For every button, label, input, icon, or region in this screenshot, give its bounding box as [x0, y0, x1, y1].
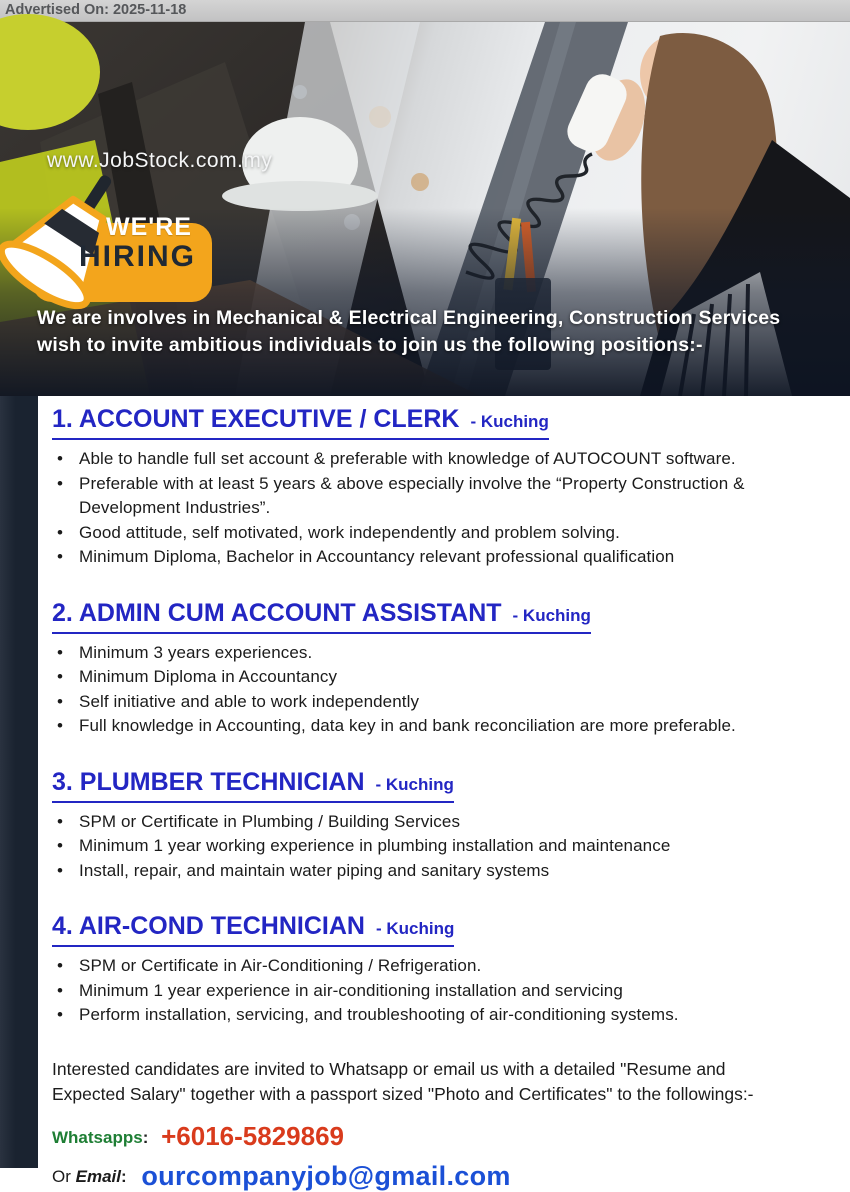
job-requirement: • Perform installation, servicing, and troubleshooting of air-conditioning systems.	[52, 1003, 816, 1028]
badge-text-hiring: HIRING	[79, 240, 196, 273]
job-title-text: 4. AIR-COND TECHNICIAN	[52, 912, 365, 940]
whatsapp-colon: :	[142, 1127, 149, 1147]
job-requirement: • Minimum 1 year working experience in plumbing installation and maintenance	[52, 834, 816, 859]
job-requirement: • Minimum 1 year experience in air-conditioning installation and servicing	[52, 979, 816, 1004]
job-requirement: • Install, repair, and maintain water piping and sanitary systems	[52, 859, 816, 884]
email-address: ourcompanyjob@gmail.com	[141, 1160, 511, 1191]
job-location: - Kuching	[512, 605, 591, 625]
whatsapp-number: +6016-5829869	[161, 1120, 344, 1151]
job-requirements-list	[52, 810, 816, 884]
job-requirements-list	[52, 641, 816, 739]
email-prefix: Or	[52, 1166, 71, 1186]
job-section-2	[52, 599, 816, 739]
job-requirement: • SPM or Certificate in Air-Conditioning / Refrigeration.	[52, 954, 816, 979]
job-location: - Kuching	[375, 774, 454, 794]
advertised-on-bar	[0, 0, 850, 22]
email-contact-line	[52, 1161, 816, 1192]
job-requirement: • Good attitude, self motivated, work independently and problem solving.	[52, 521, 816, 546]
job-title-text: 1. ACCOUNT EXECUTIVE / CLERK	[52, 405, 460, 433]
email-label: Email	[75, 1166, 121, 1186]
job-title-1	[52, 405, 816, 440]
job-requirement: • Full knowledge in Accounting, data key in and bank reconciliation are more preferable.	[52, 714, 816, 739]
closing-line-1: Interested candidates are invited to Whatsapp or email us with a detailed "Resume and	[52, 1058, 726, 1079]
job-section-1	[52, 405, 816, 570]
were-hiring-badge	[6, 170, 238, 312]
application-instructions	[52, 1057, 816, 1108]
intro-line-2: wish to invite ambitious individuals to join us the following positions:-	[37, 334, 703, 356]
job-title-text: 2. ADMIN CUM ACCOUNT ASSISTANT	[52, 598, 502, 627]
job-title-3	[52, 768, 816, 803]
job-title-2	[52, 599, 816, 634]
job-location: - Kuching	[375, 919, 455, 938]
intro-text	[37, 305, 780, 359]
advertised-on-text: Advertised On: 2025-11-18	[5, 2, 187, 18]
job-section-3	[52, 768, 816, 884]
job-requirement: • Minimum 3 years experiences.	[52, 641, 816, 666]
job-requirement: • Able to handle full set account & preferable with knowledge of AUTOCOUNT software.	[52, 447, 816, 472]
intro-line-1: We are involves in Mechanical & Electrical Engineering, Construction Services	[37, 307, 781, 329]
job-requirement: • SPM or Certificate in Plumbing / Building Services	[52, 810, 816, 835]
job-title-text: 3. PLUMBER TECHNICIAN	[52, 767, 365, 796]
job-section-4	[52, 912, 816, 1028]
job-location: - Kuching	[470, 412, 549, 431]
whatsapp-label: Whatsapps	[52, 1127, 143, 1147]
whatsapp-contact-line	[52, 1121, 816, 1152]
email-colon: :	[120, 1166, 127, 1186]
closing-line-2: Expected Salary" together with a passport sized "Photo and Certificates" to the followings:-	[52, 1084, 754, 1104]
badge-text-were: WE'RE	[106, 213, 192, 241]
hero-photo	[0, 22, 850, 396]
job-requirements-list	[52, 447, 816, 570]
job-listings	[38, 396, 850, 1191]
job-title-4	[52, 912, 816, 947]
left-accent-strip	[0, 396, 38, 1168]
job-requirement: • Self initiative and able to work independently	[52, 690, 816, 715]
website-url: www.JobStock.com.my	[47, 149, 273, 172]
job-requirements-list	[52, 954, 816, 1028]
job-requirement: • Preferable with at least 5 years & above especially involve the “Property Construction & Development Industries”.	[52, 472, 816, 521]
job-requirement: • Minimum Diploma in Accountancy	[52, 665, 816, 690]
job-requirement: • Minimum Diploma, Bachelor in Accountancy relevant professional qualification	[52, 545, 816, 570]
